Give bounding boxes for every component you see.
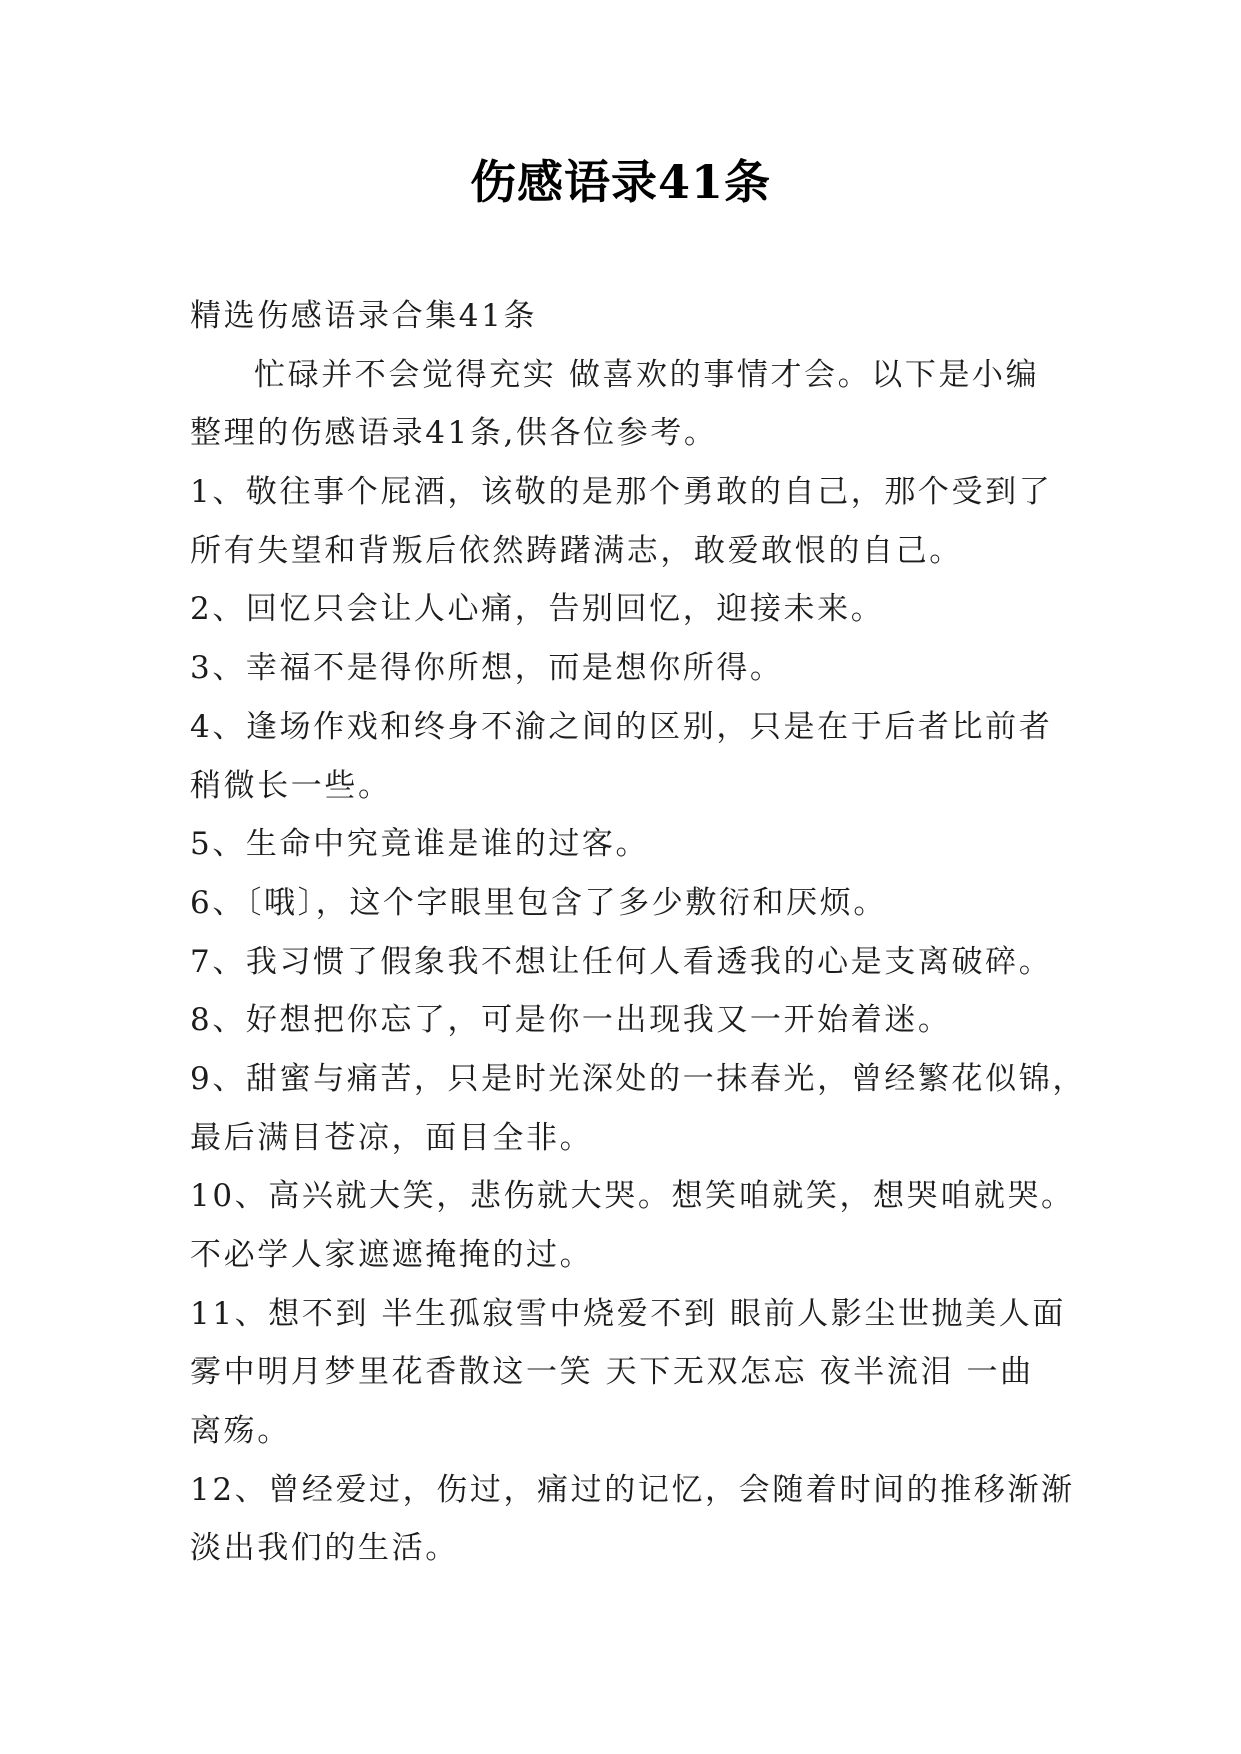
- quote-line: 11、想不到 半生孤寂雪中烧爱不到 眼前人影尘世抛美人面: [190, 1295, 1066, 1332]
- quote-line: 离殇。: [190, 1413, 291, 1450]
- subtitle-line: 精选伤感语录合集41条: [190, 298, 538, 334]
- quote-line: 9、甜蜜与痛苦，只是时光深处的一抹春光，曾经繁花似锦，: [190, 1060, 1086, 1097]
- quote-line: 雾中明月梦里花香散这一笑 天下无双怎忘 夜半流泪 一曲: [190, 1354, 1034, 1391]
- intro-line: 忙碌并不会觉得充实 做喜欢的事情才会。以下是小编: [254, 356, 1040, 393]
- quote-line: 2、回忆只会让人心痛，告别回忆，迎接未来。: [190, 591, 885, 628]
- intro-line: 整理的伤感语录41条,供各位参考。: [190, 415, 718, 452]
- quote-line: 稍微长一些。: [190, 767, 392, 804]
- quote-line: 10、高兴就大笑，悲伤就大哭。想笑咱就笑，想哭咱就哭。: [190, 1178, 1075, 1215]
- quote-line: 12、曾经爱过，伤过，痛过的记忆，会随着时间的推移渐渐: [190, 1471, 1075, 1508]
- quote-line: 5、生命中究竟谁是谁的过客。: [190, 826, 650, 863]
- quote-line: 最后满目苍凉，面目全非。: [190, 1119, 594, 1156]
- quote-line: 3、幸福不是得你所想，而是想你所得。: [190, 650, 784, 687]
- document-body: [190, 287, 1086, 1578]
- quote-line: 8、好想把你忘了，可是你一出现我又一开始着迷。: [190, 1002, 952, 1039]
- quote-line: 7、我习惯了假象我不想让任何人看透我的心是支离破碎。: [190, 943, 1053, 980]
- quote-line: 不必学人家遮遮掩掩的过。: [190, 1237, 594, 1273]
- quote-line: 6、〔哦〕，这个字眼里包含了多少敷衍和厌烦。: [190, 884, 887, 921]
- quote-line: 淡出我们的生活。: [190, 1530, 459, 1567]
- quote-line: 所有失望和背叛后依然踌躇满志，敢爱敢恨的自己。: [190, 532, 963, 569]
- document-title: 伤感语录41条: [469, 155, 771, 209]
- quote-line: 4、逢场作戏和终身不渝之间的区别，只是在于后者比前者: [190, 708, 1053, 745]
- quote-line: 1、敬往事个屁酒，该敬的是那个勇敢的自己，那个受到了: [190, 474, 1053, 511]
